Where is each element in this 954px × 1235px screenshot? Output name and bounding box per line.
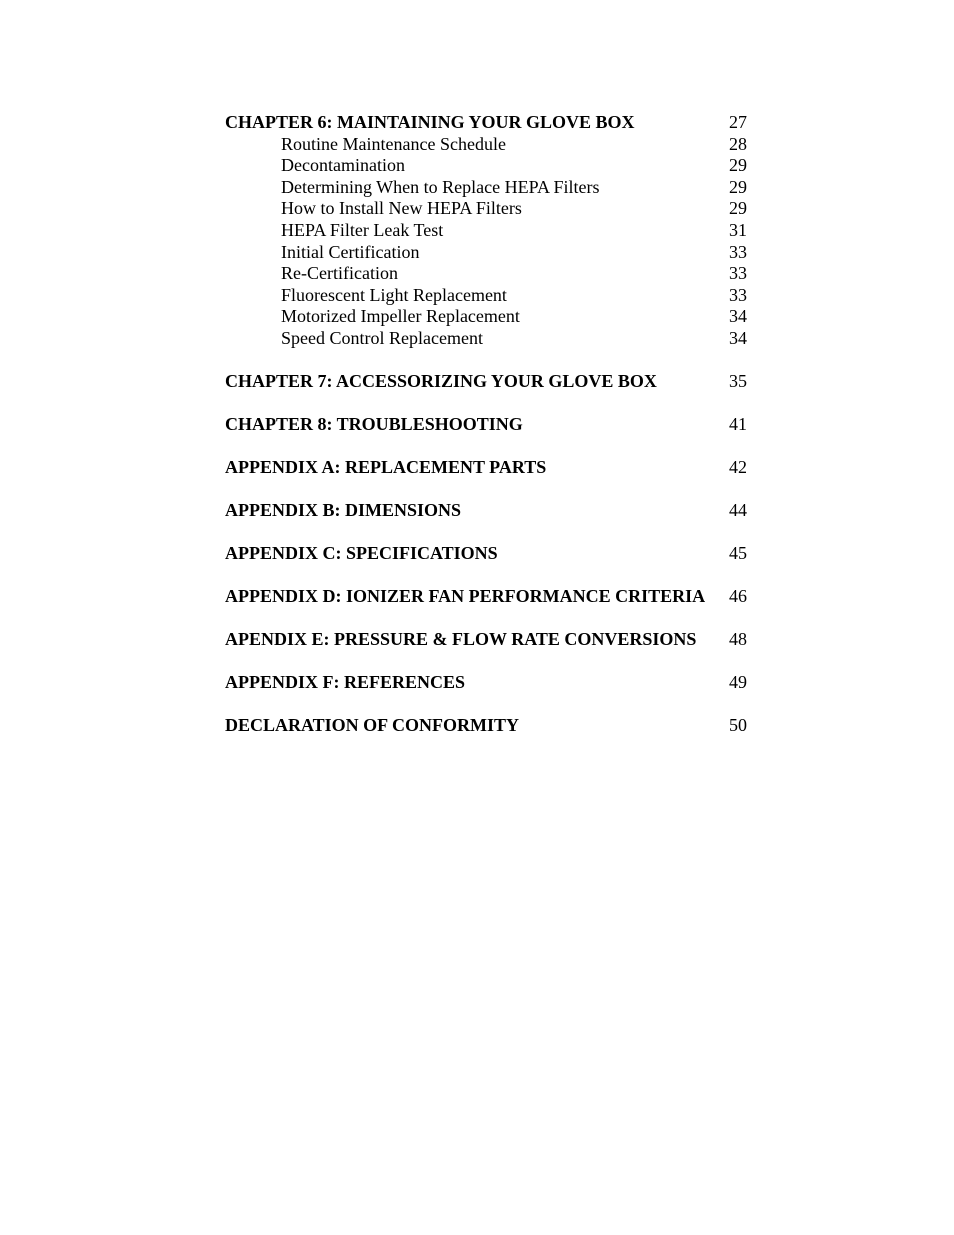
toc-subentry-title: Fluorescent Light Replacement (281, 284, 507, 305)
toc-subentry-title: Initial Certification (281, 241, 420, 262)
toc-subentry-page: 33 (729, 284, 747, 305)
toc-entry-page: 50 (729, 714, 747, 735)
toc-subentry-page: 29 (729, 198, 747, 219)
spacer (225, 650, 755, 671)
spacer (225, 693, 755, 714)
toc-subentry-title: Re-Certification (281, 263, 398, 284)
toc-subentry-page: 33 (729, 241, 747, 262)
toc-subentry[interactable] (225, 220, 755, 242)
toc-subentry-title: Routine Maintenance Schedule (281, 133, 506, 154)
toc-subentry[interactable] (225, 285, 755, 307)
toc-entry-page: 42 (729, 456, 747, 477)
toc-entry-title: APENDIX E: PRESSURE & FLOW RATE CONVERSIONS (225, 628, 697, 649)
toc-entry-title: APPENDIX D: IONIZER FAN PERFORMANCE CRITERIA (225, 585, 706, 606)
toc-entry-chapter-8[interactable] (225, 414, 755, 436)
spacer (225, 607, 755, 628)
toc-subentry[interactable] (225, 155, 755, 177)
spacer (225, 564, 755, 585)
toc-subentry[interactable] (225, 242, 755, 264)
toc-entry-page: 48 (729, 628, 747, 649)
toc-subentry[interactable] (225, 306, 755, 328)
toc-subentry[interactable] (225, 263, 755, 285)
toc-entry-page: 41 (729, 413, 747, 434)
toc-entry-page: 46 (729, 585, 747, 606)
toc-subentry-page: 34 (729, 327, 747, 348)
toc-entry-appendix-e[interactable] (225, 629, 755, 651)
spacer (225, 478, 755, 499)
toc-subentry[interactable] (225, 134, 755, 156)
toc-entry-title: CHAPTER 7: ACCESSORIZING YOUR GLOVE BOX (225, 370, 657, 391)
toc-subentry-title: Decontamination (281, 155, 405, 176)
toc-entry-chapter-6[interactable] (225, 112, 755, 134)
toc-entry-title: APPENDIX F: REFERENCES (225, 671, 466, 692)
spacer (225, 521, 755, 542)
toc-subentry-page: 29 (729, 155, 747, 176)
toc-subentry-page: 34 (729, 306, 747, 327)
spacer (225, 393, 755, 414)
toc-entry-page: 44 (729, 499, 747, 520)
toc-entry-appendix-f[interactable] (225, 672, 755, 694)
toc-entry-page: 27 (729, 112, 747, 132)
toc-subentry-page: 28 (729, 133, 747, 154)
toc-subentry-title: Motorized Impeller Replacement (281, 306, 520, 327)
toc-entry-title: APPENDIX C: SPECIFICATIONS (225, 542, 498, 563)
toc-subentry[interactable] (225, 328, 755, 350)
table-of-contents (225, 112, 755, 736)
toc-entry-appendix-b[interactable] (225, 500, 755, 522)
toc-entry-appendix-d[interactable] (225, 586, 755, 608)
toc-entry-title: APPENDIX B: DIMENSIONS (225, 499, 462, 520)
toc-entry-chapter-7[interactable] (225, 371, 755, 393)
toc-entry-page: 45 (729, 542, 747, 563)
toc-entry-title: CHAPTER 8: TROUBLESHOOTING (225, 413, 523, 434)
toc-entry-title: CHAPTER 6: MAINTAINING YOUR GLOVE BOX (225, 112, 635, 132)
toc-subentry[interactable] (225, 198, 755, 220)
spacer (225, 436, 755, 457)
toc-subentry-page: 29 (729, 176, 747, 197)
toc-entry-title: APPENDIX A: REPLACEMENT PARTS (225, 456, 547, 477)
toc-subentry-page: 31 (729, 219, 747, 240)
toc-entry-appendix-a[interactable] (225, 457, 755, 479)
toc-entry-page: 49 (729, 671, 747, 692)
toc-subentry-title: HEPA Filter Leak Test (281, 219, 444, 240)
toc-subentry-title: Determining When to Replace HEPA Filters (281, 176, 600, 197)
toc-entry-title: DECLARATION OF CONFORMITY (225, 714, 520, 735)
toc-subentry-title: How to Install New HEPA Filters (281, 198, 522, 219)
spacer (225, 350, 755, 371)
toc-subentry-page: 33 (729, 263, 747, 284)
toc-entry-appendix-c[interactable] (225, 543, 755, 565)
toc-subentry-title: Speed Control Replacement (281, 327, 483, 348)
toc-entry-page: 35 (729, 370, 747, 391)
toc-subentry[interactable] (225, 177, 755, 199)
toc-entry-declaration[interactable] (225, 715, 755, 737)
